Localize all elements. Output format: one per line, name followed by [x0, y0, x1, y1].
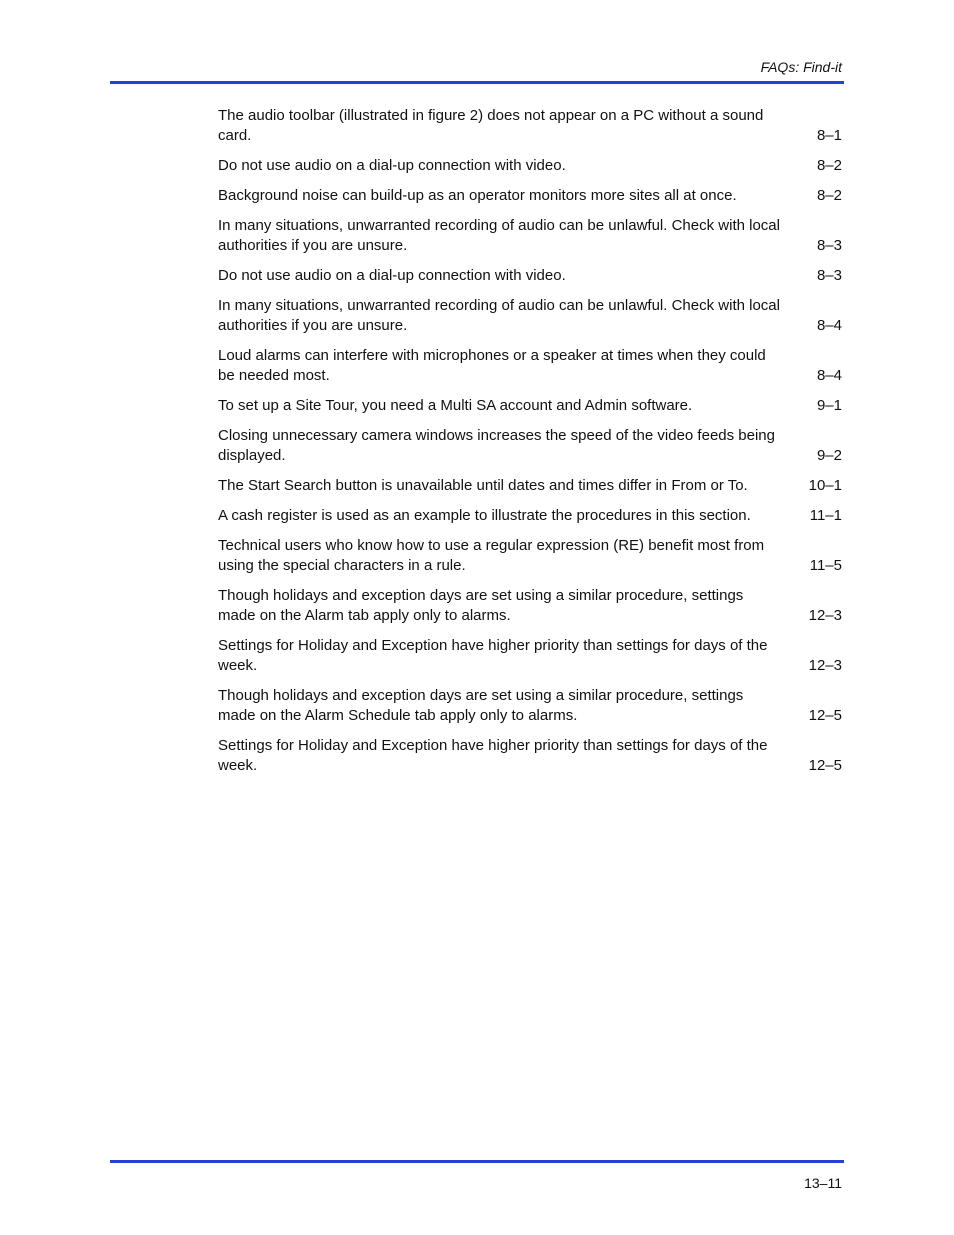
faq-entry-text: Settings for Holiday and Exception have higher priority than settings for days of the week. [218, 737, 768, 774]
faq-entry-text: Settings for Holiday and Exception have higher priority than settings for days of the week. [218, 637, 768, 674]
faq-entry-page-ref: 8–4 [816, 317, 842, 334]
faq-entry [218, 346, 842, 386]
faq-entry-text: Do not use audio on a dial-up connection with video. [218, 157, 566, 174]
faq-entry-page-ref: 8–1 [816, 127, 842, 144]
faq-entry-page-ref: 8–2 [816, 157, 842, 174]
faq-entry-text: The audio toolbar (illustrated in figure 2) does not appear on a PC without a sound card. [218, 107, 764, 144]
faq-entry-text: The Start Search button is unavailable until dates and times differ in From or To. [218, 477, 748, 494]
faq-entry-text: In many situations, unwarranted recording of audio can be unlawful. Check with local authorities if you are unsure. [218, 297, 780, 334]
faq-entry-text: Loud alarms can interfere with microphones or a speaker at times when they could be needed most. [218, 347, 766, 384]
faq-entry-page-ref: 9–1 [816, 397, 842, 414]
faq-entry [218, 396, 842, 416]
footer-rule [110, 1160, 844, 1163]
faq-entry-page-ref: 9–2 [816, 447, 842, 464]
faq-entry-page-ref: 12–5 [808, 707, 842, 724]
faq-entry-page-ref: 12–3 [808, 607, 842, 624]
faq-entry [218, 476, 842, 496]
faq-entry [218, 736, 842, 776]
faq-entry-page-ref: 8–3 [816, 237, 842, 254]
faq-entry-page-ref: 12–5 [808, 757, 842, 774]
faq-entry [218, 426, 842, 466]
faq-entry-page-ref: 10–1 [808, 477, 842, 494]
faq-entry-page-ref: 8–4 [816, 367, 842, 384]
faq-entry-text: Though holidays and exception days are set using a similar procedure, settings made on the Alarm tab apply only to alarms. [218, 587, 744, 624]
faq-entry-page-ref: 11–1 [809, 507, 842, 524]
faq-entry [218, 636, 842, 676]
faq-entry-text: Technical users who know how to use a regular expression (RE) benefit most from using the special characters in a rule. [218, 537, 765, 574]
faq-entry-page-ref: 11–5 [809, 557, 842, 574]
faq-entry-page-ref: 8–2 [816, 187, 842, 204]
faq-entry-text: Background noise can build-up as an operator monitors more sites all at once. [218, 187, 737, 204]
faq-entry [218, 506, 842, 526]
faq-entry-page-ref: 12–3 [808, 657, 842, 674]
faq-entry [218, 586, 842, 626]
faq-entry-page-ref: 8–3 [816, 267, 842, 284]
faq-entry [218, 536, 842, 576]
faq-entry-text: To set up a Site Tour, you need a Multi SA account and Admin software. [218, 397, 693, 414]
faq-entry [218, 186, 842, 206]
faq-entry-text: A cash register is used as an example to illustrate the procedures in this section. [218, 507, 751, 524]
faq-entry-text: Though holidays and exception days are set using a similar procedure, settings made on the Alarm Schedule tab apply only to alarms. [218, 687, 744, 724]
faq-entry-text: Do not use audio on a dial-up connection with video. [218, 267, 566, 284]
faq-entry [218, 106, 842, 146]
faq-entry [218, 686, 842, 726]
header-rule [110, 81, 844, 84]
faq-entry-list [218, 106, 842, 786]
page-number: 13–11 [804, 1175, 842, 1191]
faq-entry-text: Closing unnecessary camera windows increases the speed of the video feeds being displayed. [218, 427, 775, 464]
running-header-title: FAQs: Find-it [760, 59, 842, 75]
faq-entry [218, 296, 842, 336]
faq-entry [218, 156, 842, 176]
faq-entry [218, 216, 842, 256]
faq-entry [218, 266, 842, 286]
faq-entry-text: In many situations, unwarranted recording of audio can be unlawful. Check with local authorities if you are unsure. [218, 217, 780, 254]
